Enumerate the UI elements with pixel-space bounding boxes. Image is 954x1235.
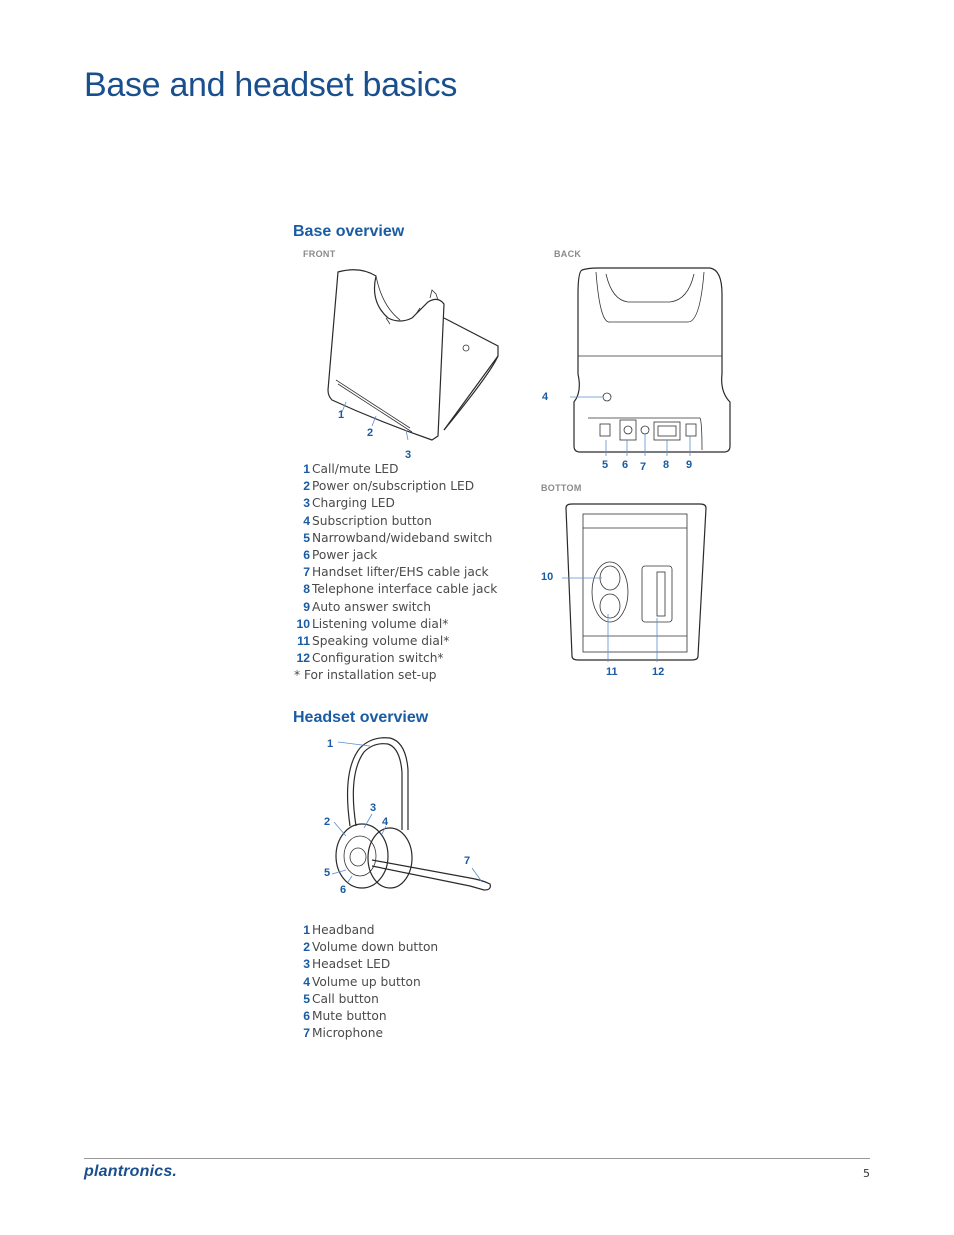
base-legend-list [293,461,497,667]
back-callout-5: 5 [602,459,609,471]
installation-footnote: * For installation set-up [294,668,437,682]
front-callout-3: 3 [405,449,412,461]
list-item: 3 Charging LED [303,496,395,511]
page-number: 5 [863,1167,870,1180]
front-label: FRONT [303,249,336,259]
back-callout-9: 9 [686,459,693,471]
list-item: 10 Listening volume dial* [296,616,449,631]
headset-callout-5: 5 [324,867,331,879]
list-item: 7 Handset lifter/EHS cable jack [303,565,489,580]
base-front-illustration [320,262,510,447]
list-item: 2 Volume down button [303,940,439,955]
front-callout-1: 1 [338,409,345,421]
bottom-callout-12: 12 [652,666,665,678]
list-item: 1 Call/mute LED [303,462,399,476]
headset-callout-7: 7 [464,855,471,867]
headset-callout-1: 1 [327,738,334,750]
back-callout-6: 6 [622,459,629,471]
headset-callout-3: 3 [370,802,377,814]
list-item: 11 Speaking volume dial* [297,633,450,648]
back-callout-7: 7 [640,461,647,473]
list-item: 1 Headband [303,923,375,937]
headset-overview-heading: Headset overview [293,709,429,726]
plantronics-logo: plantronics. [84,1163,178,1180]
base-bottom-illustration [562,502,710,662]
list-item: 12 Configuration switch* [296,651,444,666]
bottom-callout-10: 10 [541,571,554,583]
headset-callout-6: 6 [340,884,347,896]
back-label: BACK [554,249,582,259]
back-callout-4: 4 [542,391,549,403]
list-item: 2 Power on/subscription LED [303,479,475,494]
headset-callout-2: 2 [324,816,331,828]
front-callout-2: 2 [367,427,374,439]
list-item: 4 Subscription button [303,513,432,528]
headset-illustration [320,730,500,895]
list-item: 3 Headset LED [303,957,391,972]
list-item: 5 Call button [303,991,379,1006]
list-item: 6 Power jack [303,547,378,562]
list-item: 4 Volume up button [303,974,421,989]
page-title: Base and headset basics [84,66,458,104]
base-overview-heading: Base overview [293,223,405,240]
headset-callout-4: 4 [382,816,389,828]
bottom-callout-11: 11 [606,666,618,678]
headset-legend-list [293,922,438,1042]
base-back-illustration [570,264,732,456]
back-callout-8: 8 [663,459,670,471]
list-item: 9 Auto answer switch [303,599,431,614]
list-item: 7 Microphone [303,1026,383,1041]
list-item: 6 Mute button [303,1008,387,1023]
bottom-label: BOTTOM [541,483,582,493]
list-item: 5 Narrowband/wideband switch [303,530,493,545]
footer-divider [84,1158,870,1159]
list-item: 8 Telephone interface cable jack [303,582,498,597]
